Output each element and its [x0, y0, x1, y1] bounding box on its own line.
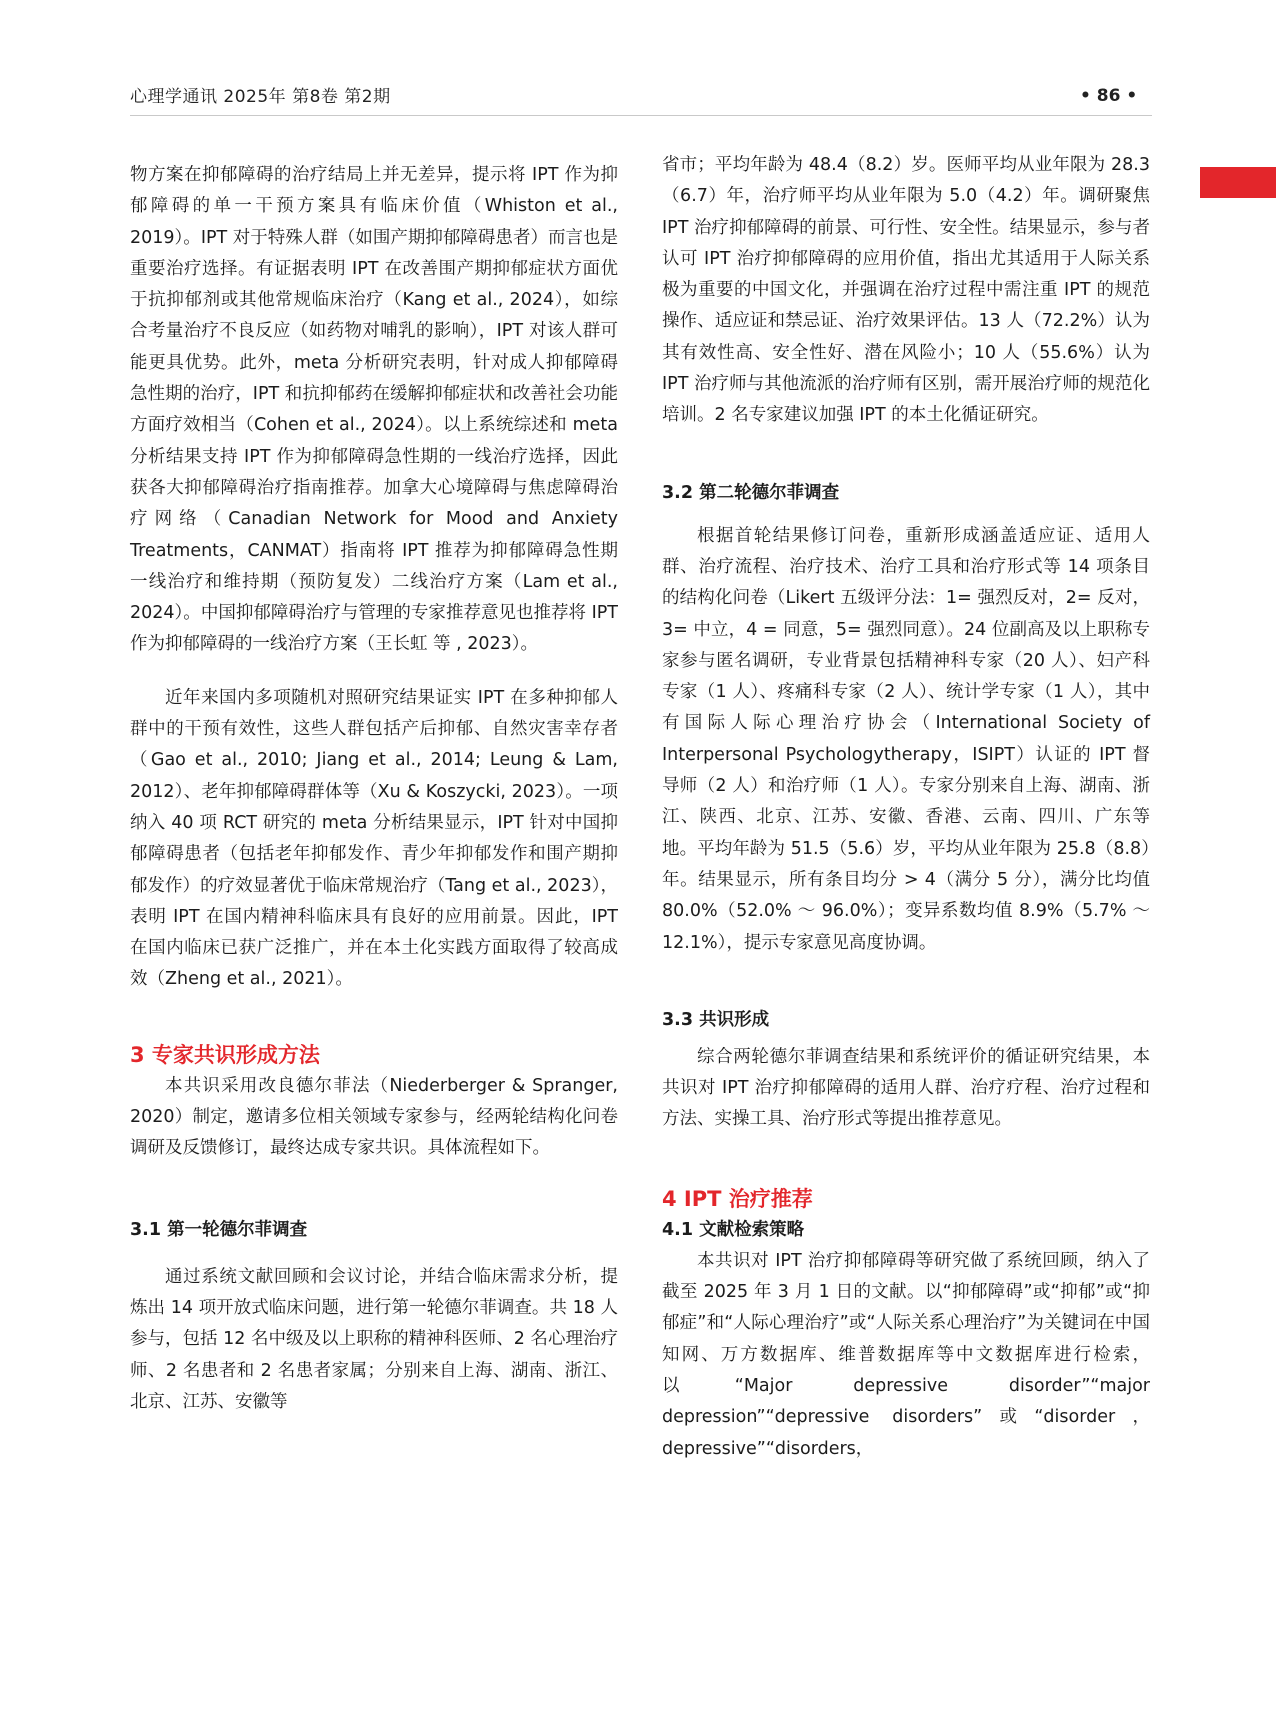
subsection-heading-3-2: 3.2 第二轮德尔菲调查: [662, 482, 840, 503]
header-divider: [130, 115, 1152, 116]
section-heading-4: 4 IPT 治疗推荐: [662, 1186, 813, 1211]
journal-header: 心理学通讯 2025年 第8卷 第2期: [130, 87, 391, 107]
right-column: [662, 150, 1150, 1465]
subsection-heading-3-3: 3.3 共识形成: [662, 1009, 770, 1030]
paragraph: 根据首轮结果修订问卷，重新形成涵盖适应证、适用人群、治疗流程、治疗技术、治疗工具和治疗形式等 14 项条目的结构化问卷（Likert 五级评分法：1= 强烈反对，2= 反对，3= 中立，4 = 同意，5= 强烈同意）。24 位副高及以上职称专家参与匿名调研，专业背景包括精神科专家（20 人）、妇产科专家（1 人）、疼痛科专家（2 人）、统计学专家（1 人），其中有国际人际心理治疗协会（International Society of Interpersonal Psychologytherapy，ISIPT）认证的 IPT 督导师（2 人）和治疗师（1 人）。专家分别来自上海、湖南、浙江、陕西、北京、江苏、安徽、香港、云南、四川、广东等地。平均年龄为 51.5（5.6）岁，平均从业年限为 25.8（8.8）年。结果显示，所有条目均分 > 4（满分 5 分），满分比均值 80.0%（52.0% ～ 96.0%）；变异系数均值 8.9%（5.7% ～ 12.1%），提示专家意见高度协调。: [662, 525, 1150, 953]
paragraph: 本共识采用改良德尔菲法（Niederberger & Spranger, 2020）制定，邀请多位相关领域专家参与，经两轮结构化问卷调研及反馈修订，最终达成专家共识。具体流程如下。: [130, 1075, 618, 1159]
page-number: • 86 •: [1080, 86, 1138, 106]
section-heading-3: 3 专家共识形成方法: [130, 1042, 320, 1067]
subsection-heading-4-1: 4.1 文献检索策略: [662, 1219, 805, 1240]
left-column: [130, 160, 618, 1418]
paragraph: 物方案在抑郁障碍的治疗结局上并无差异，提示将 IPT 作为抑郁障碍的单一干预方案具有临床价值（Whiston et al., 2019）。IPT 对于特殊人群（如围产期抑郁障碍患者）而言也是重要治疗选择。有证据表明 IPT 在改善围产期抑郁症状方面优于抗抑郁剂或其他常规临床治疗（Kang et al., 2024），如综合考量治疗不良反应（如药物对哺乳的影响），IPT 对该人群可能更具优势。此外，meta 分析研究表明，针对成人抑郁障碍急性期的治疗，IPT 和抗抑郁药在缓解抑郁症状和改善社会功能方面疗效相当（Cohen et al., 2024）。以上系统综述和 meta 分析结果支持 IPT 作为抑郁障碍急性期的一线治疗选择，因此获各大抑郁障碍治疗指南推荐。加拿大心境障碍与焦虑障碍治疗网络（Canadian Network for Mood and Anxiety Treatments，CANMAT）指南将 IPT 推荐为抑郁障碍急性期一线治疗和维持期（预防复发）二线治疗方案（Lam et al., 2024）。中国抑郁障碍治疗与管理的专家推荐意见也推荐将 IPT 作为抑郁障碍的一线治疗方案（王长虹 等 , 2023）。: [130, 165, 618, 655]
paragraph: 综合两轮德尔菲调查结果和系统评价的循证研究结果，本共识对 IPT 治疗抑郁障碍的适用人群、治疗疗程、治疗过程和方法、实操工具、治疗形式等提出推荐意见。: [662, 1046, 1150, 1130]
paragraph: 通过系统文献回顾和会议讨论，并结合临床需求分析，提炼出 14 项开放式临床问题，进行第一轮德尔菲调查。共 18 人参与，包括 12 名中级及以上职称的精神科医师、2 名心理治疗师、2 名患者和 2 名患者家属；分别来自上海、湖南、浙江、北京、江苏、安徽等: [130, 1266, 618, 1412]
paragraph: 本共识对 IPT 治疗抑郁障碍等研究做了系统回顾，纳入了截至 2025 年 3 月 1 日的文献。以“抑郁障碍”或“抑郁”或“抑郁症”和“人际心理治疗”或“人际关系心理治疗”为关键词在中国知网、万方数据库、维普数据库等中文数据库进行检索，以“Major depressive disorder”“major depression”“depressive disorders”或“disorder，depressive”“disorders，: [662, 1250, 1150, 1459]
subsection-heading-3-1: 3.1 第一轮德尔菲调查: [130, 1219, 308, 1240]
paragraph: 省市；平均年龄为 48.4（8.2）岁。医师平均从业年限为 28.3（6.7）年，治疗师平均从业年限为 5.0（4.2）年。调研聚焦 IPT 治疗抑郁障碍的前景、可行性、安全性。结果显示，参与者认可 IPT 治疗抑郁障碍的应用价值，指出尤其适用于人际关系极为重要的中国文化，并强调在治疗过程中需注重 IPT 的规范操作、适应证和禁忌证、治疗效果评估。13 人（72.2%）认为其有效性高、安全性好、潜在风险小；10 人（55.6%）认为 IPT 治疗师与其他流派的治疗师有区别，需开展治疗师的规范化培训。2 名专家建议加强 IPT 的本土化循证研究。: [662, 155, 1150, 426]
paragraph: 近年来国内多项随机对照研究结果证实 IPT 在多种抑郁人群中的干预有效性，这些人群包括产后抑郁、自然灾害幸存者（Gao et al., 2010; Jiang et al., 2014; Leung & Lam, 2012）、老年抑郁障碍群体等（Xu & Koszycki, 2023）。一项纳入 40 项 RCT 研究的 meta 分析结果显示，IPT 针对中国抑郁障碍患者（包括老年抑郁发作、青少年抑郁发作和围产期抑郁发作）的疗效显著优于临床常规治疗（Tang et al., 2023），表明 IPT 在国内精神科临床具有良好的应用前景。因此，IPT 在国内临床已获广泛推广，并在本土化实践方面取得了较高成效（Zheng et al., 2021）。: [130, 687, 618, 990]
section-tab-marker: [1200, 167, 1276, 198]
